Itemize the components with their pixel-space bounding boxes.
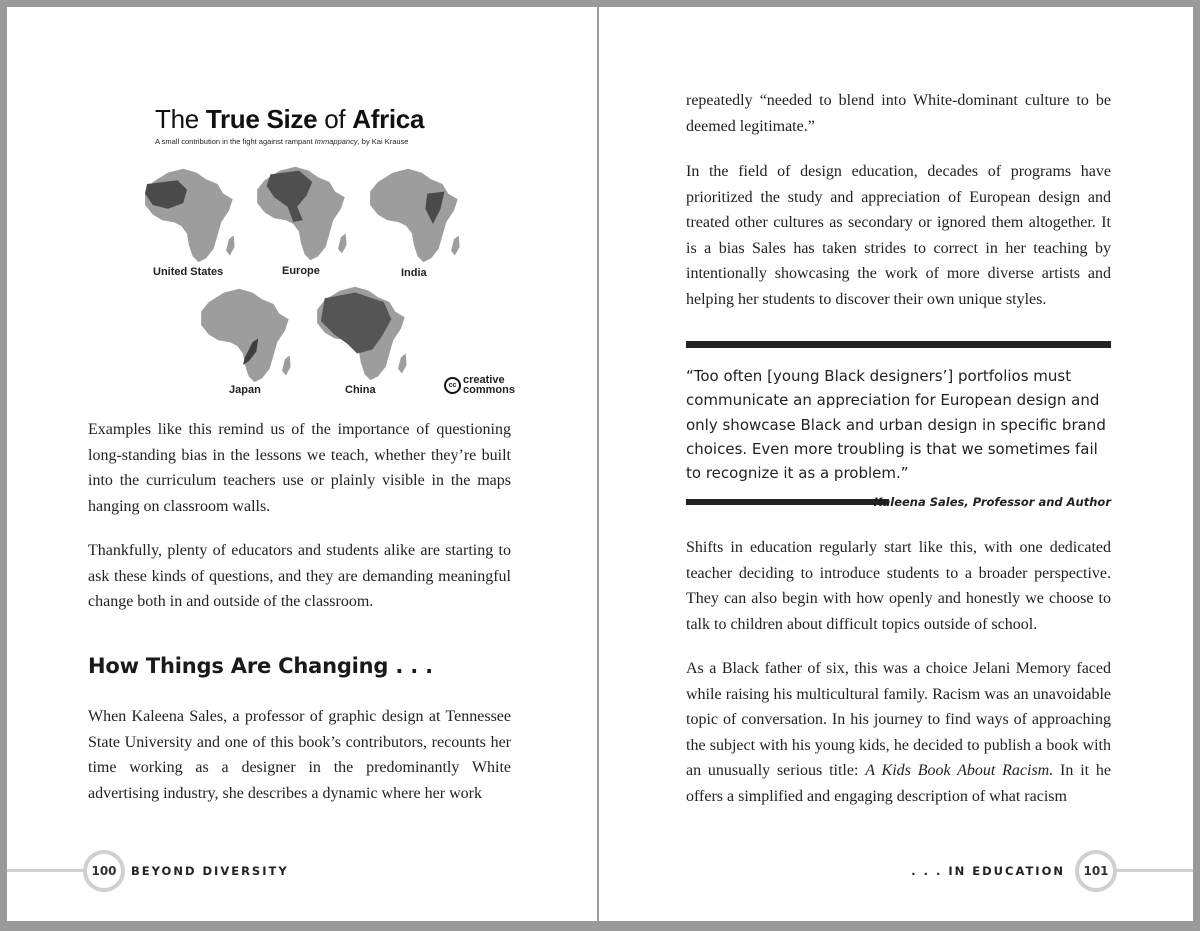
africa-map-japan <box>193 285 293 385</box>
body-paragraph: Shifts in education regularly start like this, with one dedicated teacher deciding to introduce students to a broader perspective. They can also begin with how openly and honestly we choose to talk to children about difficult topics outside of school. <box>686 539 1111 633</box>
page-number: 100 <box>83 850 125 892</box>
pull-quote: “Too often [young Black designers’] portfolios must communicate an appreciation for European design and only showcase Black and urban design in specific brand choices. Even more troubling is that we sometimes fail to recognize it as a problem.” <box>686 367 1106 483</box>
section-heading: How Things Are Changing . . . <box>88 654 433 678</box>
body-paragraph: Examples like this remind us of the importance of questioning long-standing bias in the lessons we teach, whether they’re built into the curriculum teachers use or plainly visible in the maps hanging on classroom walls. <box>88 421 511 515</box>
africa-map-china <box>309 283 409 383</box>
africa-map-united-states <box>137 165 237 265</box>
quote-attribution: Kaleena Sales, Professor and Author <box>873 495 1111 509</box>
body-paragraph: When Kaleena Sales, a professor of graphic design at Tennessee State University and one of this book’s contributors, recounts her time working as a designer in the predominantly White advertising industry, she describes a dynamic where her work <box>88 708 511 802</box>
running-footer: . . . IN EDUCATION <box>911 864 1065 878</box>
body-paragraph: In the field of design education, decades of programs have prioritized the study and appreciation of European design and treated other cultures as secondary or ignored them altogether. It is a bias Sales has taken strides to correct in her teaching by intentionally showcasing the work of more diverse artists and helping her students to discover their own unique styles. <box>686 163 1111 308</box>
map-label-india: India <box>401 267 427 279</box>
body-paragraph: repeatedly “needed to blend into White-dominant culture to be deemed legitimate.” <box>686 92 1111 135</box>
map-label-japan: Japan <box>229 384 261 396</box>
true-size-of-africa-figure <box>137 100 537 400</box>
body-paragraph: Thankfully, plenty of educators and students alike are starting to ask these kinds of questions, and they are demanding meaningful change both in and outside of the classroom. <box>88 542 511 610</box>
footer-rule <box>7 869 83 872</box>
footer-rule <box>1117 869 1193 872</box>
page-number: 101 <box>1075 850 1117 892</box>
running-footer: BEYOND DIVERSITY <box>131 864 289 878</box>
map-label-china: China <box>345 384 376 396</box>
map-label-europe: Europe <box>282 265 320 277</box>
right-page <box>599 7 1193 921</box>
pull-quote-bottom-rule <box>686 499 889 505</box>
figure-subtitle: A small contribution in the fight against rampant Immappancy, by Kai Krause <box>155 137 409 146</box>
creative-commons-icon: cc <box>444 377 461 394</box>
africa-map-india <box>362 165 462 265</box>
map-label-united-states: United States <box>153 266 224 278</box>
pull-quote-top-rule <box>686 341 1111 348</box>
left-page <box>7 7 597 921</box>
figure-title: The True Size of Africa <box>155 104 425 134</box>
africa-map-europe <box>249 163 349 263</box>
body-paragraph: As a Black father of six, this was a choice Jelani Memory faced while raising his multicultural family. Racism was an unavoidable topic of conversation. In his journey to find ways of approaching the subject with his young kids, he decided to publish a book with an unusually serious title: A Kids Book About Racism. In it he offers a simplified and engaging description of what racism <box>686 660 1111 805</box>
creative-commons-logo: cc creative commons <box>444 375 515 395</box>
